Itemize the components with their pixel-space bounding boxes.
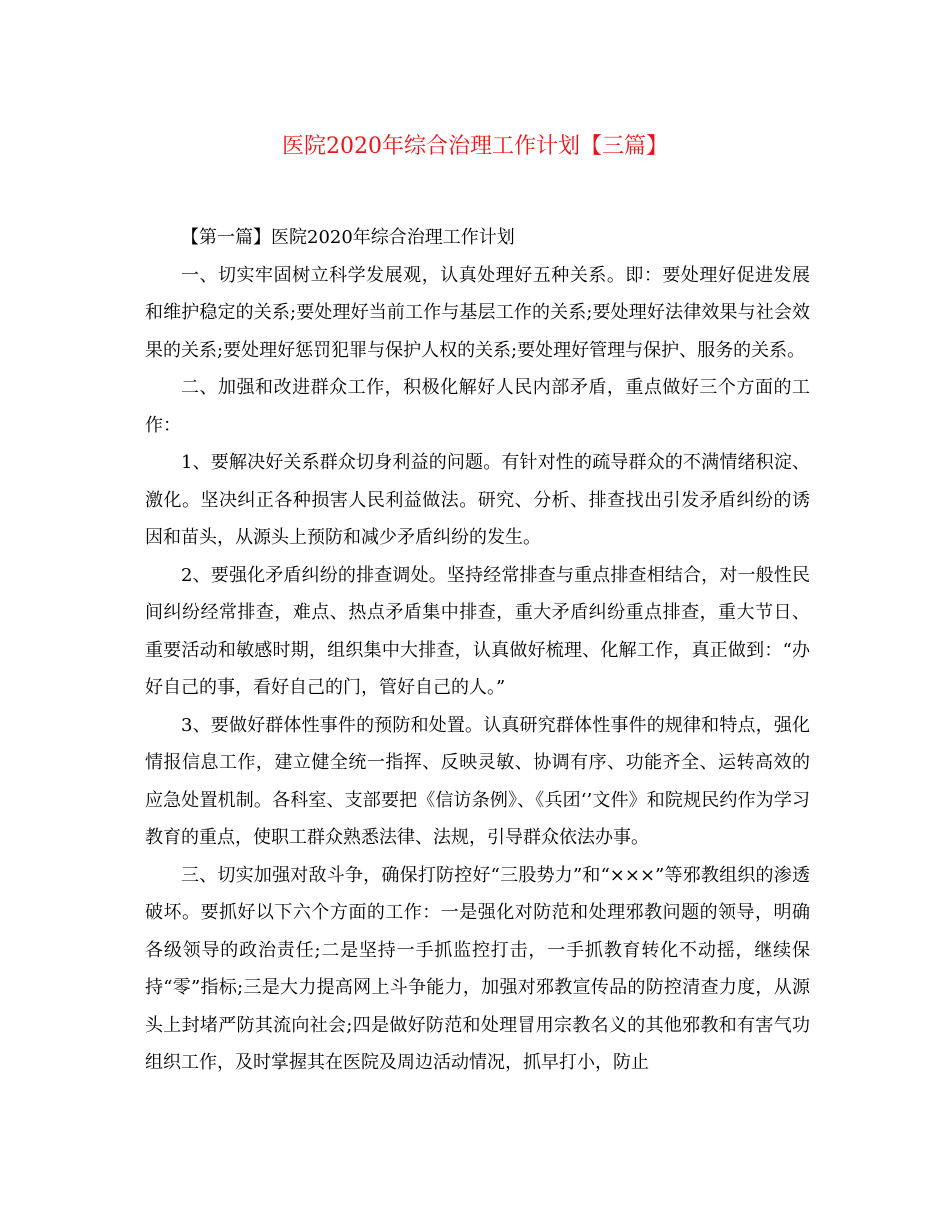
document-body: [145, 219, 810, 1082]
section-heading: 【第一篇】医院2020年综合治理工作计划: [181, 227, 515, 248]
paragraph: 1、要解决好关系群众切身利益的问题。有针对性的疏导群众的不满情绪积淀、激化。坚决纠正各种损害人民利益做法。研究、分析、排查找出引发矛盾纠纷的诱因和苗头，从源头上预防和减少矛盾纠纷的发生。: [145, 452, 810, 548]
document-title: 医院2020年综合治理工作计划【三篇】: [282, 134, 668, 159]
paragraph: 一、切实牢固树立科学发展观，认真处理好五种关系。即：要处理好促进发展和维护稳定的关系;要处理好当前工作与基层工作的关系;要处理好法律效果与社会效果的关系;要处理好惩罚犯罪与保护人权的关系;要处理好管理与保护、服务的关系。: [145, 264, 810, 361]
paragraph: 二、加强和改进群众工作，积极化解好人民内部矛盾，重点做好三个方面的工作：: [145, 377, 810, 436]
paragraph: 三、切实加强对敌斗争，确保打防控好“三股势力”和“×××”等邪教组织的渗透破坏。要抓好以下六个方面的工作：一是强化对防范和处理邪教问题的领导，明确各级领导的政治责任;二是坚持一手抓监控打击，一手抓教育转化不动摇，继续保持“零”指标;三是大力提高网上斗争能力，加强对邪教宣传品的防控清查力度，从源头上封堵严防其流向社会;四是做好防范和处理冒用宗教名义的其他邪教和有害气功组织工作，及时掌握其在医院及周边活动情况，抓早打小，防止: [145, 864, 810, 1073]
paragraph: 3、要做好群体性事件的预防和处置。认真研究群体性事件的规律和特点，强化情报信息工作，建立健全统一指挥、反映灵敏、协调有序、功能齐全、运转高效的应急处置机制。各科室、支部要把《信访条例》、《兵团‘’文件》和院规民约作为学习教育的重点，使职工群众熟悉法律、法规，引导群众依法办事。: [145, 714, 810, 848]
paragraph: 2、要强化矛盾纠纷的排查调处。坚持经常排查与重点排查相结合，对一般性民间纠纷经常排查，难点、热点矛盾集中排查，重大矛盾纠纷重点排查，重大节日、重要活动和敏感时期，组织集中大排查，认真做好梳理、化解工作，真正做到：“办好自己的事，看好自己的门，管好自己的人。”: [145, 564, 810, 698]
